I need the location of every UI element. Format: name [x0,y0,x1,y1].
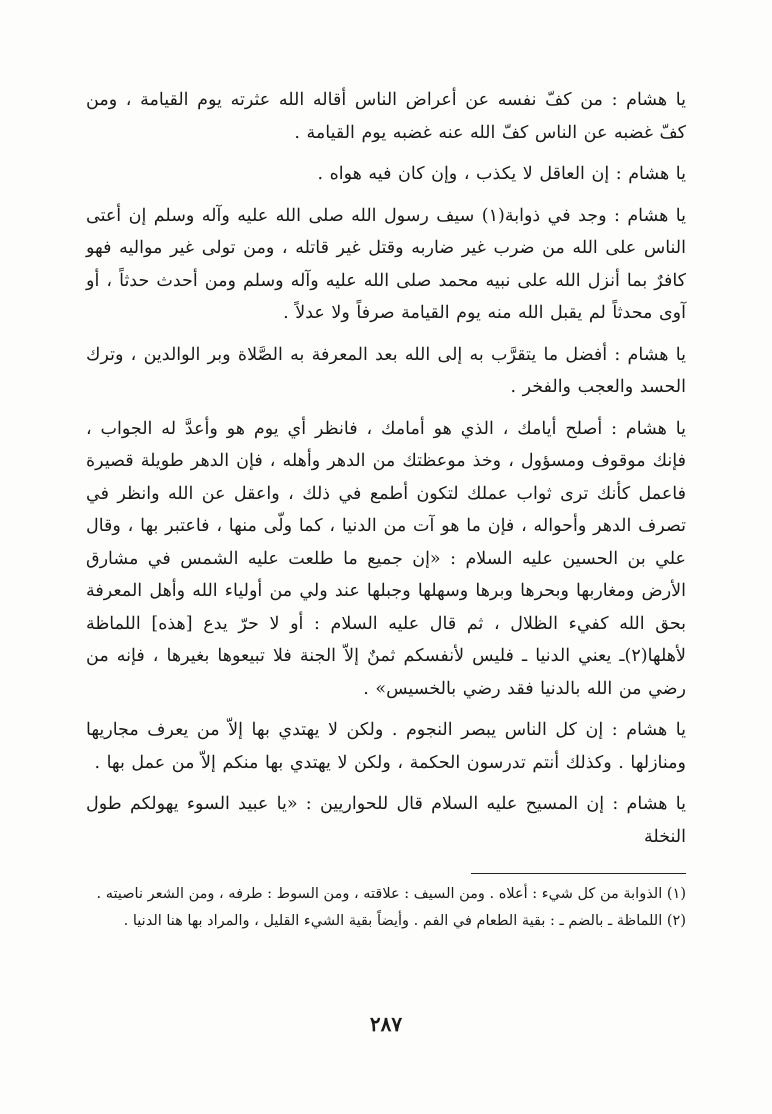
paragraph: يا هشام : أفضل ما يتقرَّب به إلى الله بعد المعرفة به الصَّلاة وبر الوالدين ، وترك الحسد والعجب والفخر . [86,344,686,397]
paragraph: يا هشام : إن العاقل لا يكذب ، وإن كان فيه هواه . [317,164,686,184]
footnote-divider [471,873,686,874]
paragraph: يا هشام : إن المسيح عليه السلام قال للحواريين : «يا عبيد السوء يهولكم طول النخلة [86,794,686,847]
footnote: (٢) اللماظة ـ بالضم ـ : بقية الطعام في الفم . وأيضاً بقية الشيء القليل ، والمراد بها هنا الدنيا . [123,913,686,929]
paragraph: يا هشام : من كفّ نفسه عن أعراض الناس أقاله الله عثرته يوم القيامة ، ومن كفّ غضبه عن الناس كفّ الله عنه غضبه يوم القيامة . [86,90,686,143]
paragraph: يا هشام : أصلح أيامك ، الذي هو أمامك ، فانظر أي يوم هو وأعدَّ له الجواب ، فإنك موقوف ومسؤول ، وخذ موعظتك من الدهر وأهله ، فإن الدهر طويلة قصيرة فاعمل كأنك ترى ثواب عملك لتكون أطمع في ذلك ، واعقل عن الله وانظر في تصرف الدهر وأحواله ، فإن ما هو آت من الدنيا ، كما ولّى منها ، فاعتبر بها ، وقال علي بن الحسين عليه السلام : «إن جميع ما طلعت عليه الشمس في مشارق الأرض ومغاربها وبحرها وبرها وسهلها وجبلها عند ولي من أولياء الله وأهل المعرفة بحق الله كفيء الظلال ، ثم قال عليه السلام : أو لا حرّ يدع [هذه] اللماظة لأهلها(٢)ـ يعني الدنيا ـ فليس لأنفسكم ثمنٌ إلاّ الجنة فلا تبيعوها بغيرها ، فإنه من رضي من الله بالدنيا فقد رضي بالخسيس» . [86,418,686,699]
paragraph: يا هشام : وجد في ذوابة(١) سيف رسول الله صلى الله عليه وآله وسلم إن أعتى الناس على الله من ضرب غير ضاربه وقتل غير قاتله ، ومن تولى غير مواليه فهو كافرٌ بما أنزل الله على نبيه محمد صلى الله عليه وآله وسلم ومن أحدث حدثاً ، أو آوى محدثاً لم يقبل الله منه يوم القيامة صرفاً ولا عدلاً . [86,205,686,323]
paragraph: يا هشام : إن كل الناس يبصر النجوم . ولكن لا يهتدي بها إلاّ من يعرف مجاريها ومنازلها . وكذلك أنتم تدرسون الحكمة ، ولكن لا يهتدي بها منكم إلاّ من عمل بها . [86,720,686,773]
main-text [86,84,686,853]
page-number: ٢٨٧ [369,1012,403,1036]
footnotes [86,882,686,934]
footnote: (١) الذوابة من كل شيء : أعلاه . ومن السيف : علاقته ، ومن السوط : طرفه ، ومن الشعر ناصيته . [96,886,686,902]
